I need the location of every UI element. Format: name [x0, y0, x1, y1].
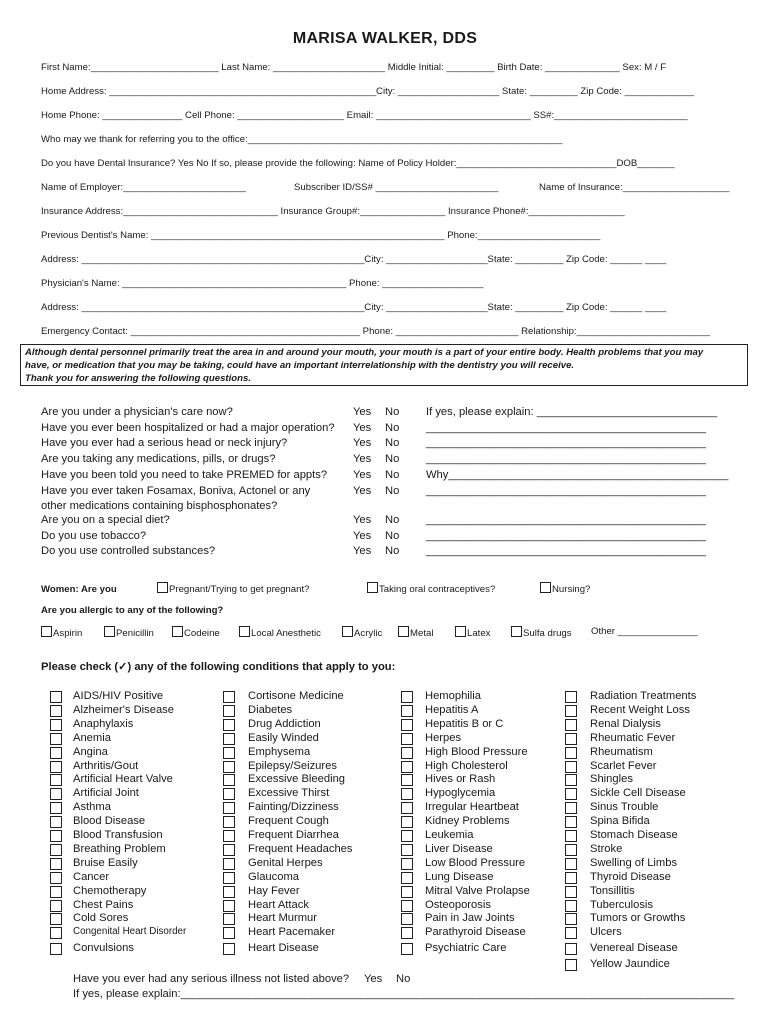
condition-checkbox[interactable]	[223, 774, 235, 786]
dentist-address-line[interactable]: Address: _____________________________________________________City: ___________________State: _________ Zip Code: ______ ____	[41, 254, 667, 265]
condition-label: Asthma	[73, 801, 111, 814]
home-address-line[interactable]: Home Address: __________________________________________________City: ___________________ State: _________ Zip Code: _____________	[41, 86, 694, 97]
allergy-checkbox[interactable]	[239, 626, 250, 637]
condition-checkbox[interactable]	[565, 788, 577, 800]
condition-checkbox[interactable]	[50, 927, 62, 939]
question-head-injury: Have you ever had a serious head or neck injury?	[41, 437, 288, 449]
condition-checkbox[interactable]	[565, 927, 577, 939]
condition-checkbox[interactable]	[565, 747, 577, 759]
condition-checkbox[interactable]	[223, 886, 235, 898]
subscriber-id-field[interactable]: Subscriber ID/SS# _______________________	[294, 182, 499, 193]
condition-label: Herpes	[425, 731, 462, 744]
condition-checkbox[interactable]	[401, 872, 413, 884]
condition-label: Liver Disease	[425, 842, 493, 855]
condition-label: Shingles	[590, 773, 633, 786]
condition-label: Yellow Jaundice	[590, 958, 670, 971]
condition-checkbox[interactable]	[223, 802, 235, 814]
question-fosamax: Have you ever taken Fosamax, Boniva, Actonel or any	[41, 485, 311, 497]
condition-checkbox[interactable]	[223, 943, 235, 955]
allergy-penicillin[interactable]	[104, 626, 154, 639]
condition-label: Genital Herpes	[248, 856, 323, 869]
question-medications: Are you taking any medications, pills, or drugs?	[41, 453, 276, 465]
condition-checkbox[interactable]	[565, 858, 577, 870]
condition-checkbox[interactable]	[565, 900, 577, 912]
condition-checkbox[interactable]	[401, 886, 413, 898]
condition-checkbox[interactable]	[50, 691, 62, 703]
allergy-label: Latex	[467, 628, 491, 639]
allergy-other-field[interactable]: Other _______________	[591, 626, 698, 637]
condition-label: Hypoglycemia	[425, 787, 496, 800]
nursing-label: Nursing?	[552, 584, 591, 595]
allergy-codeine[interactable]	[172, 626, 220, 639]
condition-label: Blood Disease	[73, 815, 146, 828]
contraceptives-label: Taking oral contraceptives?	[379, 584, 496, 595]
no-option[interactable]: No	[385, 530, 400, 542]
condition-label: Hay Fever	[248, 884, 300, 897]
dental-insurance-line[interactable]: Do you have Dental Insurance? Yes No If so, please provide the following: Name of Policy Holder:______________________________DOB_______	[41, 158, 675, 169]
condition-checkbox[interactable]	[565, 830, 577, 842]
explain-field[interactable]: _____________________________________________	[426, 437, 706, 449]
condition-label: Hepatitis A	[425, 703, 479, 716]
question-tobacco: Do you use tobacco?	[41, 530, 147, 542]
notice-line: have, or medication that you may be taking, could have an important interrelationship with the dentistry you will receive.	[25, 359, 575, 371]
allergy-latex[interactable]	[455, 626, 490, 639]
condition-label: Arthritis/Gout	[73, 759, 139, 772]
condition-checkbox[interactable]	[50, 816, 62, 828]
contraceptives-checkbox[interactable]	[367, 582, 378, 593]
condition-label: Leukemia	[425, 829, 474, 841]
condition-checkbox[interactable]	[223, 927, 235, 939]
condition-label: Anaphylaxis	[73, 717, 134, 730]
conditions-heading: Please check (✓) any of the following conditions that apply to you:	[41, 661, 396, 673]
condition-label: Rheumatism	[590, 745, 653, 758]
condition-label: Ulcers	[590, 926, 622, 939]
condition-checkbox[interactable]	[401, 802, 413, 814]
yes-option[interactable]: Yes	[353, 514, 372, 526]
condition-label: Kidney Problems	[425, 815, 510, 828]
physician-address-line[interactable]: Address: _____________________________________________________City: ___________________State: _________ Zip Code: ______ ____	[41, 302, 667, 313]
condition-checkbox[interactable]	[565, 691, 577, 703]
serious-illness-yes[interactable]: Yes	[364, 973, 383, 985]
condition-label: Artificial Heart Valve	[73, 773, 173, 786]
condition-checkbox[interactable]	[223, 788, 235, 800]
condition-label: Hepatitis B or C	[425, 717, 504, 730]
condition-label: Radiation Treatments	[590, 690, 697, 702]
condition-checkbox[interactable]	[50, 747, 62, 759]
employer-field[interactable]: Name of Employer:_______________________	[41, 182, 246, 193]
condition-checkbox[interactable]	[50, 913, 62, 925]
allergy-acrylic[interactable]	[342, 626, 382, 639]
condition-checkbox[interactable]	[50, 788, 62, 800]
condition-label: Epilepsy/Seizures	[248, 759, 337, 772]
insurance-address-line[interactable]: Insurance Address:_____________________________ Insurance Group#:________________ Insurance Phone#:__________________	[41, 206, 625, 217]
condition-label: Venereal Disease	[590, 942, 678, 955]
no-option[interactable]: No	[385, 453, 400, 465]
condition-label: Easily Winded	[248, 731, 319, 744]
condition-checkbox[interactable]	[401, 927, 413, 939]
condition-label: Heart Disease	[248, 942, 319, 955]
question-hospitalized: Have you ever been hospitalized or had a major operation?	[41, 422, 335, 434]
allergy-question: Are you allergic to any of the following?	[41, 605, 224, 616]
notice-line: Thank you for answering the following questions.	[25, 372, 251, 384]
condition-label: Cortisone Medicine	[248, 690, 344, 702]
condition-checkbox[interactable]	[401, 733, 413, 745]
condition-label: Tuberculosis	[590, 898, 654, 911]
yes-option[interactable]: Yes	[353, 406, 372, 418]
yes-option[interactable]: Yes	[353, 437, 372, 449]
condition-checkbox[interactable]	[565, 802, 577, 814]
condition-checkbox[interactable]	[223, 705, 235, 717]
condition-label: Stomach Disease	[590, 829, 678, 841]
condition-label: Psychiatric Care	[425, 942, 507, 955]
condition-label: Chest Pains	[73, 898, 134, 911]
condition-label: Irregular Heartbeat	[425, 801, 519, 814]
condition-label: Excessive Bleeding	[248, 773, 346, 786]
no-option[interactable]: No	[385, 485, 400, 497]
allergy-checkbox[interactable]	[398, 626, 409, 637]
condition-checkbox[interactable]	[223, 830, 235, 842]
condition-label: Fainting/Dizziness	[248, 801, 339, 814]
allergy-label: Aspirin	[53, 628, 83, 639]
allergy-label: Sulfa drugs	[523, 628, 572, 639]
condition-label: AIDS/HIV Positive	[73, 690, 164, 702]
explain-field[interactable]: _____________________________________________	[426, 530, 706, 542]
condition-checkbox[interactable]	[565, 913, 577, 925]
condition-label: Swelling of Limbs	[590, 856, 678, 869]
condition-checkbox[interactable]	[223, 691, 235, 703]
condition-checkbox[interactable]	[50, 733, 62, 745]
allergy-checkbox[interactable]	[172, 626, 183, 637]
condition-label: Cancer	[73, 870, 110, 883]
condition-label: Recent Weight Loss	[590, 703, 690, 716]
pregnant-checkbox[interactable]	[157, 582, 168, 593]
condition-label: High Cholesterol	[425, 759, 508, 772]
condition-checkbox[interactable]	[401, 719, 413, 731]
condition-label: Mitral Valve Prolapse	[425, 884, 530, 897]
condition-checkbox[interactable]	[401, 691, 413, 703]
pregnant-label: Pregnant/Trying to get pregnant?	[169, 584, 310, 595]
condition-label: Chemotherapy	[73, 884, 147, 897]
condition-checkbox[interactable]	[401, 943, 413, 955]
no-option[interactable]: No	[385, 437, 400, 449]
condition-checkbox[interactable]	[50, 774, 62, 786]
condition-checkbox[interactable]	[223, 733, 235, 745]
condition-checkbox[interactable]	[50, 802, 62, 814]
explain-field[interactable]: _____________________________________________	[426, 545, 706, 557]
condition-label: Lung Disease	[425, 870, 494, 883]
condition-checkbox[interactable]	[223, 872, 235, 884]
contraceptives-option[interactable]	[367, 582, 495, 595]
condition-checkbox[interactable]	[565, 761, 577, 773]
allergy-checkbox[interactable]	[41, 626, 52, 637]
condition-label: Thyroid Disease	[590, 870, 671, 883]
question-fosamax-cont: other medications containing bisphosphonates?	[41, 500, 278, 512]
question-special-diet: Are you on a special diet?	[41, 514, 170, 526]
condition-label: Angina	[73, 745, 108, 758]
condition-checkbox[interactable]	[565, 943, 577, 955]
condition-label: Sinus Trouble	[590, 801, 659, 814]
condition-label: Excessive Thirst	[248, 787, 330, 800]
question-premed: Have you been told you need to take PREMED for appts?	[41, 469, 328, 481]
condition-label: Diabetes	[248, 703, 293, 716]
condition-checkbox[interactable]	[565, 816, 577, 828]
allergy-label: Local Anesthetic	[251, 628, 321, 639]
explain-field[interactable]: _____________________________________________	[426, 453, 706, 465]
phone-email-line[interactable]: Home Phone: _______________ Cell Phone: ____________________ Email: _____________________________ SS#:_________________________	[41, 110, 688, 121]
allergy-sulfa-drugs[interactable]	[511, 626, 572, 639]
allergy-checkbox[interactable]	[104, 626, 115, 637]
condition-checkbox[interactable]	[401, 816, 413, 828]
no-option[interactable]: No	[385, 514, 400, 526]
condition-checkbox[interactable]	[50, 844, 62, 856]
condition-checkbox[interactable]	[401, 761, 413, 773]
allergy-checkbox[interactable]	[455, 626, 466, 637]
notice-line: Although dental personnel primarily treat the area in and around your mouth, your mouth is a part of your entire body. Health problems that you may	[25, 347, 704, 358]
nursing-checkbox[interactable]	[540, 582, 551, 593]
condition-checkbox[interactable]	[565, 705, 577, 717]
insurance-name-field[interactable]: Name of Insurance:____________________	[539, 182, 730, 193]
condition-checkbox[interactable]	[223, 913, 235, 925]
no-option[interactable]: No	[385, 469, 400, 481]
condition-checkbox[interactable]	[50, 719, 62, 731]
serious-illness-no[interactable]: No	[396, 973, 411, 985]
condition-label: Drug Addiction	[248, 717, 321, 730]
condition-label: Emphysema	[248, 745, 311, 758]
condition-label: Scarlet Fever	[590, 759, 657, 772]
condition-label: Sickle Cell Disease	[590, 787, 686, 800]
yes-option[interactable]: Yes	[353, 485, 372, 497]
referral-line[interactable]: Who may we thank for referring you to the office:___________________________________________________________	[41, 134, 563, 145]
condition-checkbox[interactable]	[50, 761, 62, 773]
condition-label: Anemia	[73, 731, 111, 744]
no-option[interactable]: No	[385, 422, 400, 434]
condition-checkbox[interactable]	[565, 844, 577, 856]
condition-checkbox[interactable]	[223, 816, 235, 828]
yes-option[interactable]: Yes	[353, 545, 372, 557]
explain-field[interactable]: _____________________________________________	[426, 485, 706, 497]
no-option[interactable]: No	[385, 406, 400, 418]
condition-label: Parathyroid Disease	[425, 926, 526, 939]
condition-checkbox[interactable]	[50, 886, 62, 898]
condition-label: Congenital Heart Disorder	[73, 926, 187, 938]
condition-label: Cold Sores	[73, 912, 129, 925]
allergy-label: Penicillin	[116, 628, 154, 639]
condition-checkbox[interactable]	[223, 747, 235, 759]
yes-option[interactable]: Yes	[353, 453, 372, 465]
why-field[interactable]: Why_____________________________________________	[426, 469, 729, 481]
condition-label: Blood Transfusion	[73, 829, 163, 841]
allergy-label: Metal	[410, 628, 434, 639]
condition-label: Tonsillitis	[590, 884, 635, 897]
women-label: Women: Are you	[41, 584, 117, 595]
explain-field[interactable]: If yes, please explain: _____________________________	[426, 406, 718, 418]
condition-label: Low Blood Pressure	[425, 856, 526, 869]
yes-option[interactable]: Yes	[353, 469, 372, 481]
condition-checkbox[interactable]	[50, 858, 62, 870]
question-controlled-substances: Do you use controlled substances?	[41, 545, 216, 557]
yes-option[interactable]: Yes	[353, 530, 372, 542]
condition-label: Tumors or Growths	[590, 912, 686, 925]
condition-label: Frequent Headaches	[248, 842, 353, 855]
condition-label: Frequent Diarrhea	[248, 829, 339, 841]
emergency-contact-line[interactable]: Emergency Contact: ___________________________________________ Phone: _______________________ Relationship:_________________________	[41, 326, 710, 337]
condition-label: Spina Bifida	[590, 815, 650, 828]
question-physician-care: Are you under a physician's care now?	[41, 406, 233, 418]
allergy-checkbox[interactable]	[342, 626, 353, 637]
condition-label: Hemophilia	[425, 690, 481, 702]
yes-option[interactable]: Yes	[353, 422, 372, 434]
condition-checkbox[interactable]	[50, 705, 62, 717]
condition-label: Alzheimer's Disease	[73, 703, 174, 716]
condition-checkbox[interactable]	[401, 774, 413, 786]
allergy-aspirin[interactable]	[41, 626, 82, 639]
condition-checkbox[interactable]	[223, 761, 235, 773]
condition-checkbox[interactable]	[50, 943, 62, 955]
name-birth-line[interactable]: First Name:________________________ Last Name: _____________________ Middle Initial: _________ Birth Date: ______________ Sex: M / F	[41, 62, 667, 73]
condition-checkbox[interactable]	[401, 788, 413, 800]
condition-checkbox[interactable]	[565, 872, 577, 884]
condition-label: Convulsions	[73, 942, 134, 955]
physician-line[interactable]: Physician's Name: __________________________________________ Phone: ___________________	[41, 278, 484, 289]
condition-label: Heart Pacemaker	[248, 926, 336, 939]
allergy-label: Acrylic	[354, 628, 383, 639]
condition-checkbox[interactable]	[50, 900, 62, 912]
condition-checkbox[interactable]	[565, 886, 577, 898]
allergy-metal[interactable]	[398, 626, 433, 639]
condition-label: Rheumatic Fever	[590, 731, 676, 744]
condition-checkbox[interactable]	[401, 900, 413, 912]
condition-checkbox[interactable]	[223, 858, 235, 870]
condition-label: Osteoporosis	[425, 898, 491, 911]
condition-label: Stroke	[590, 842, 623, 855]
condition-checkbox[interactable]	[401, 844, 413, 856]
page-title: MARISA WALKER, DDS	[292, 30, 478, 47]
condition-checkbox[interactable]	[223, 900, 235, 912]
condition-checkbox[interactable]	[565, 959, 577, 971]
allergy-local-anesthetic[interactable]	[239, 626, 321, 639]
explain-field[interactable]: _____________________________________________	[426, 514, 706, 526]
condition-label: Frequent Cough	[248, 815, 329, 828]
condition-label: Renal Dialysis	[590, 717, 661, 730]
allergy-label: Codeine	[184, 628, 220, 639]
condition-checkbox[interactable]	[401, 747, 413, 759]
condition-checkbox[interactable]	[223, 844, 235, 856]
nursing-option[interactable]	[540, 582, 590, 595]
explain-field[interactable]: _____________________________________________	[426, 422, 706, 434]
condition-label: Heart Murmur	[248, 912, 317, 925]
condition-checkbox[interactable]	[401, 913, 413, 925]
condition-checkbox[interactable]	[50, 830, 62, 842]
condition-checkbox[interactable]	[565, 733, 577, 745]
condition-label: High Blood Pressure	[425, 745, 528, 758]
health-notice-box	[20, 344, 748, 386]
condition-label: Artificial Joint	[73, 787, 139, 800]
condition-label: Breathing Problem	[73, 842, 166, 855]
condition-label: Pain in Jaw Joints	[425, 912, 515, 925]
previous-dentist-line[interactable]: Previous Dentist's Name: _______________________________________________________ Phone:_______________________	[41, 230, 601, 241]
condition-label: Bruise Easily	[73, 856, 138, 869]
pregnant-option[interactable]	[157, 582, 309, 595]
condition-label: Heart Attack	[248, 898, 309, 911]
condition-checkbox[interactable]	[50, 872, 62, 884]
condition-checkbox[interactable]	[565, 719, 577, 731]
condition-checkbox[interactable]	[565, 774, 577, 786]
allergy-checkbox[interactable]	[511, 626, 522, 637]
serious-illness-explain-field[interactable]: If yes, please explain:_________________________________________________________________________________________	[73, 988, 735, 1000]
condition-checkbox[interactable]	[401, 858, 413, 870]
no-option[interactable]: No	[385, 545, 400, 557]
condition-label: Glaucoma	[248, 870, 299, 883]
condition-checkbox[interactable]	[223, 719, 235, 731]
serious-illness-question: Have you ever had any serious illness not listed above?	[73, 973, 350, 985]
condition-label: Hives or Rash	[425, 773, 496, 786]
condition-checkbox[interactable]	[401, 705, 413, 717]
condition-checkbox[interactable]	[401, 830, 413, 842]
